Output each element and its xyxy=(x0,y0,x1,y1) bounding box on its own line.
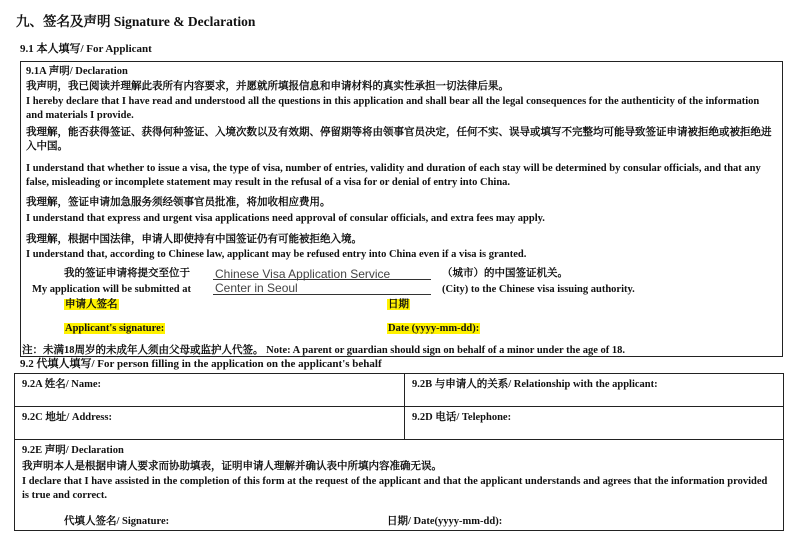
agent-address-label[interactable]: 9.2C 地址/ Address: xyxy=(22,412,112,423)
paragraph-1-cn: 我声明，我已阅读并理解此表所有内容要求，并愿就所填报信息和申请材料的真实性承担一切法律后果。 xyxy=(26,81,509,92)
agent-signature-label[interactable]: 代填人签名/ Signature: xyxy=(64,516,170,527)
submit-location-underline-2 xyxy=(213,294,431,295)
agent-date-label[interactable]: 日期/ Date(yyyy-mm-dd): xyxy=(387,516,503,527)
agent-table-column-divider xyxy=(404,373,405,439)
paragraph-4-en: I understand that, according to Chinese law, applicant may be refused entry into China even if a visa is granted. xyxy=(26,249,527,260)
section-title: 九、签名及声明 Signature & Declaration xyxy=(16,14,256,29)
applicant-signature-cn: 申请人签名 xyxy=(65,299,118,310)
agent-telephone-label[interactable]: 9.2D 电话/ Telephone: xyxy=(412,412,512,423)
applicant-signature-label[interactable]: Applicant's signature: xyxy=(65,323,165,334)
agent-declaration-en: I declare that I have assisted in the completion of this form at the request of the applicant and that the applicant understands and agrees that the information provided is true and correct. xyxy=(22,476,768,501)
submit-location-cn: 我的签证申请将提交至位于 xyxy=(64,268,190,279)
agent-declaration-cn: 我声明本人是根据申请人要求而协助填表，证明申请人理解并确认表中所填内容准确无误。 xyxy=(22,461,442,472)
agent-declaration-label: 9.2E 声明/ Declaration xyxy=(22,445,124,456)
paragraph-2-en: I understand that whether to issue a visa, the type of visa, number of entries, validity and duration of each stay will be determined by consular officials, and that any false, misleading or incomplete statement may result in the refusal of a visa for or denial of entry into China. xyxy=(26,163,761,188)
submit-location-en: My application will be submitted at xyxy=(32,284,191,295)
minor-note: 注：未满18周岁的未成年人须由父母或监护人代签。 Note: A parent or guardian should sign on behalf of a minor under the age of 18. xyxy=(22,345,626,356)
submit-location-underline-1 xyxy=(213,279,431,280)
paragraph-1-en: I hereby declare that I have read and understood all the questions in this application and shall bear all the legal consequences for the authenticity of the information and materials I provide. xyxy=(26,96,760,121)
agent-name-label[interactable]: 9.2A 姓名/ Name: xyxy=(22,379,102,390)
paragraph-2-cn: 我理解，能否获得签证、获得何种签证、入境次数以及有效期、停留期等将由领事官员决定，任何不实、误导或填写不完整均可能导致签证申请被拒绝或被拒绝进入中国。 xyxy=(26,127,772,152)
city-en: (City) to the Chinese visa issuing authority. xyxy=(442,284,635,295)
paragraph-3-en: I understand that express and urgent visa applications need approval of consular officials, and extra fees may apply. xyxy=(26,213,545,224)
paragraph-4-cn: 我理解，根据中国法律，申请人即使持有中国签证仍有可能被拒绝入境。 xyxy=(26,234,362,245)
declaration-label-9-1a: 9.1A 声明/ Declaration xyxy=(26,66,128,77)
agent-relationship-label[interactable]: 9.2B 与申请人的关系/ Relationship with the applicant: xyxy=(412,379,658,390)
submit-location-value-line1[interactable]: Chinese Visa Application Service xyxy=(215,267,391,281)
section-9-2-heading: 9.2 代填人填写/ For person filling in the application on the applicant's behalf xyxy=(20,358,382,370)
date-cn: 日期 xyxy=(388,299,409,310)
agent-table-divider-2 xyxy=(14,439,784,440)
agent-table-divider-1 xyxy=(14,406,784,407)
section-9-1-heading: 9.1 本人填写/ For Applicant xyxy=(20,43,152,55)
agent-table xyxy=(14,373,784,531)
paragraph-3-cn: 我理解，签证申请加急服务须经领事官员批准，将加收相应费用。 xyxy=(26,197,331,208)
submit-location-value-line2[interactable]: Center in Seoul xyxy=(215,281,298,295)
date-label[interactable]: Date (yyyy-mm-dd): xyxy=(388,323,480,334)
city-cn: （城市）的中国签证机关。 xyxy=(442,268,568,279)
